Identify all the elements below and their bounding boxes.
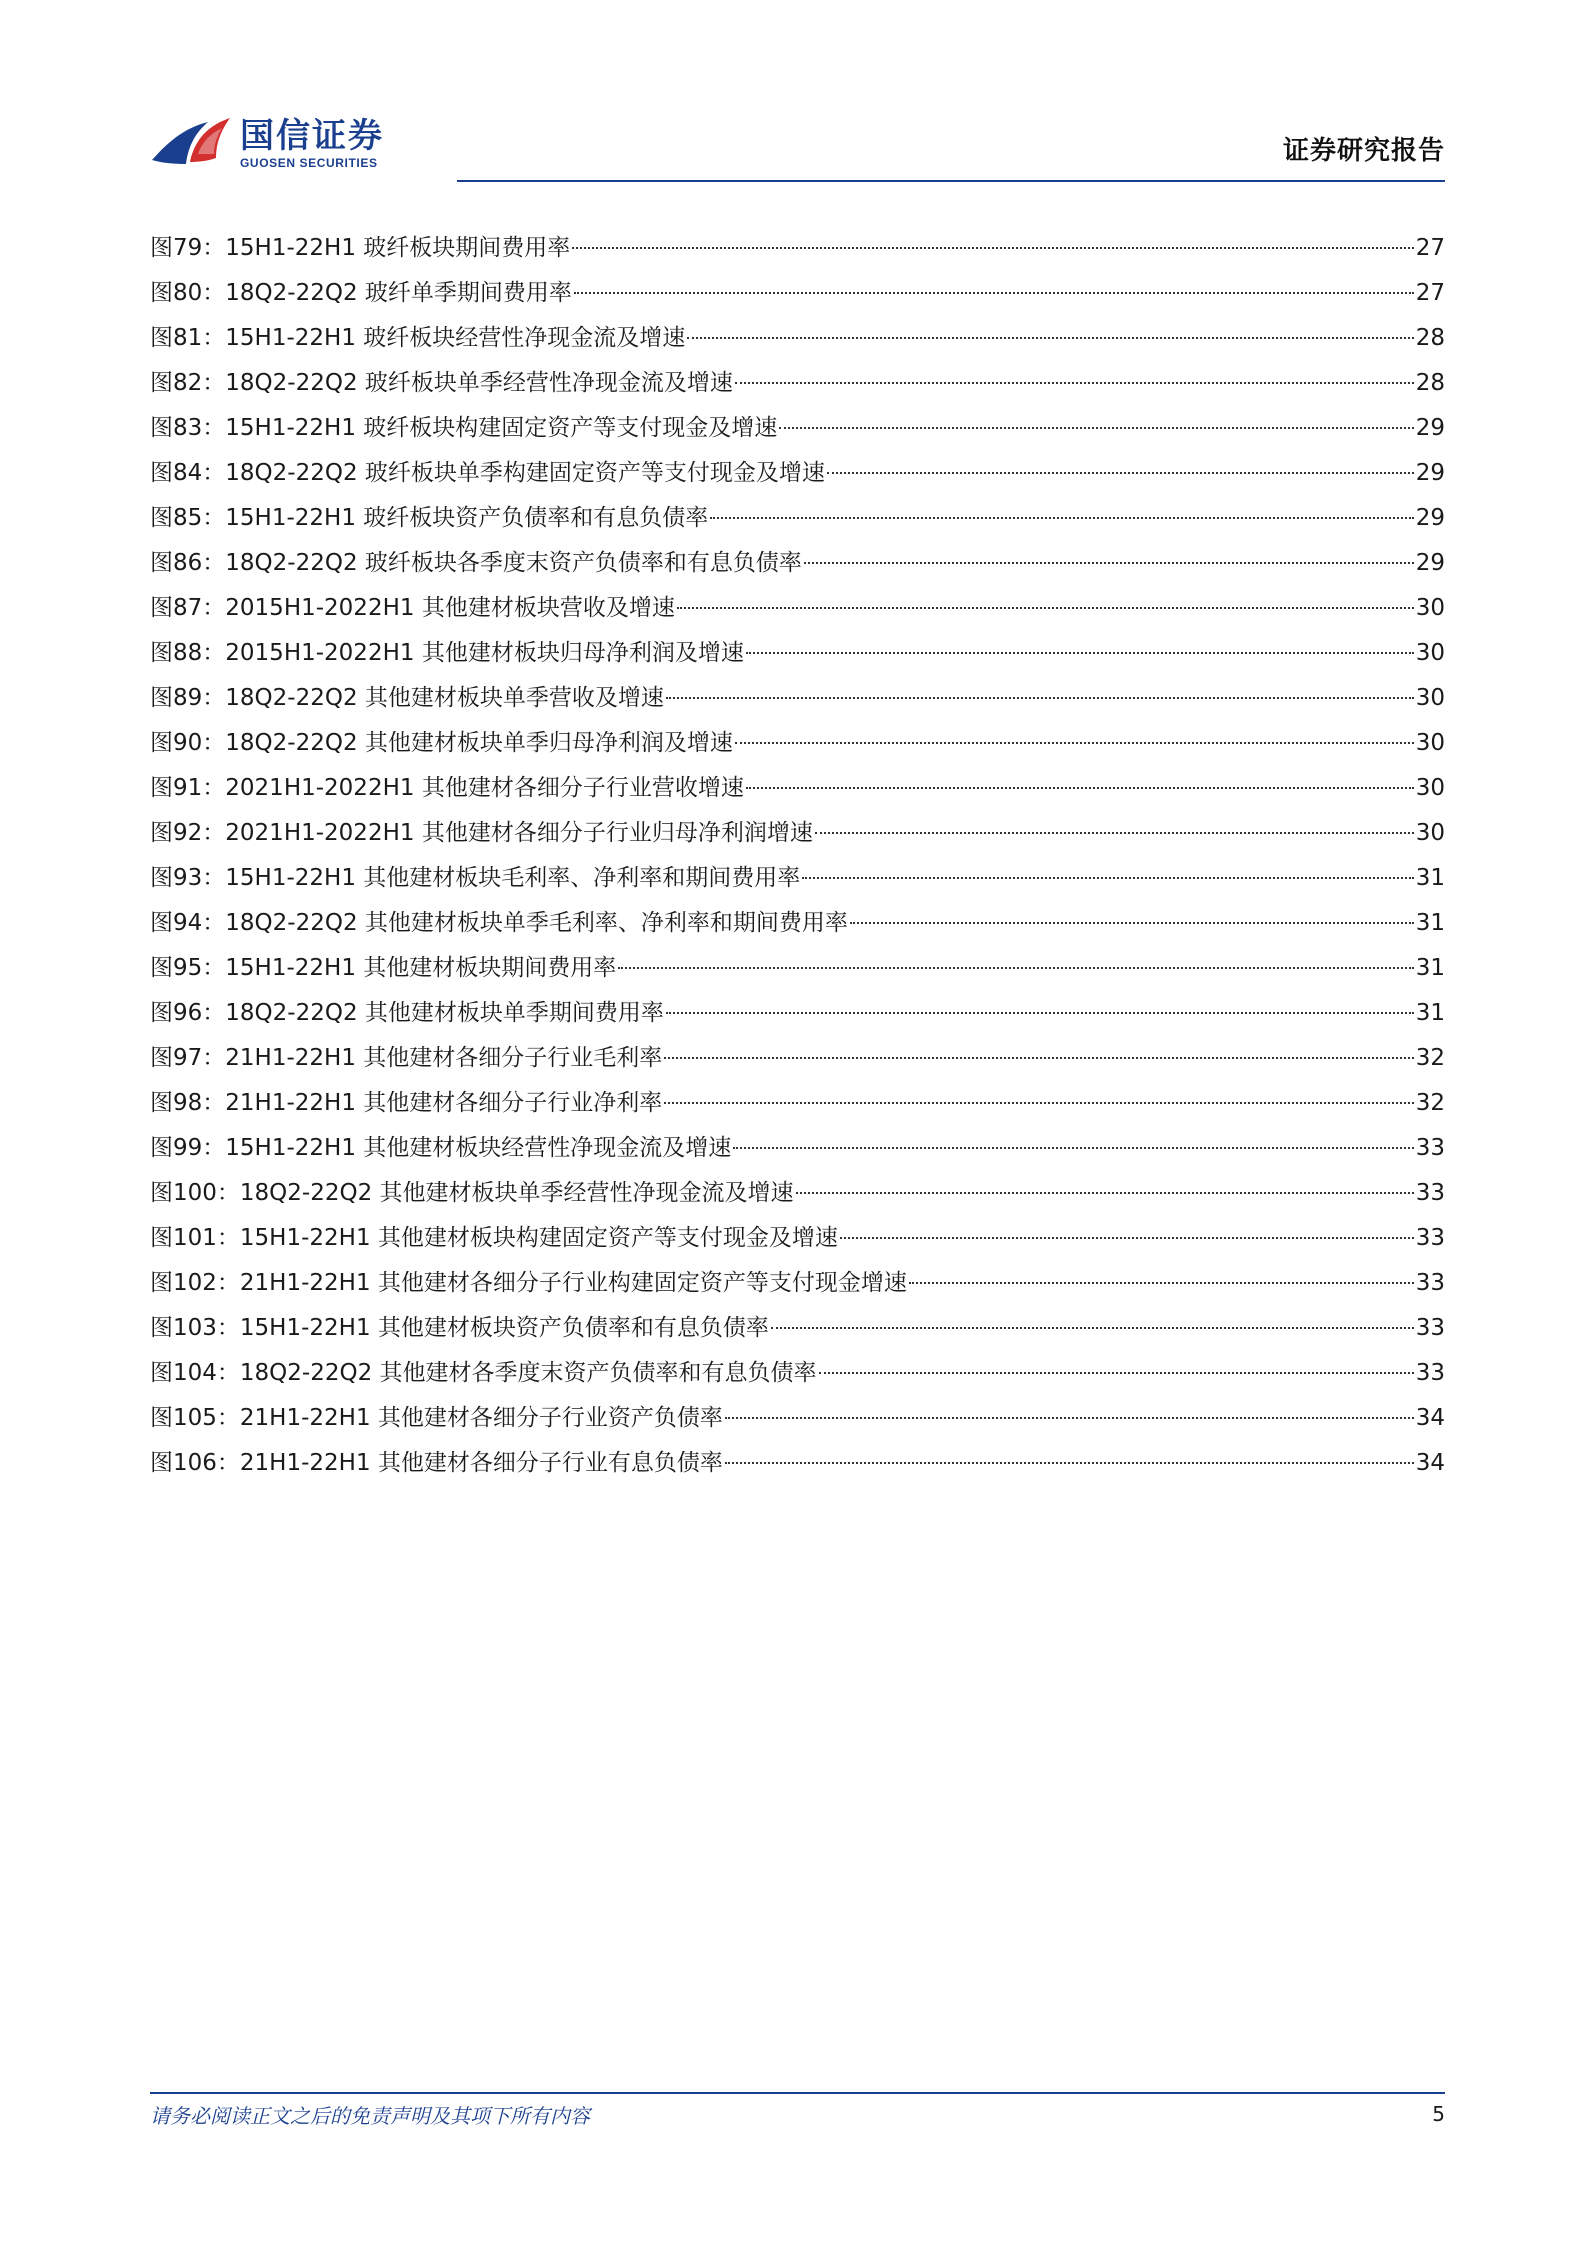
toc-entry[interactable] [150,726,1445,771]
figure-number: 图79： [150,235,226,261]
figure-page-number: 32 [1415,1090,1445,1116]
figure-page-number: 34 [1415,1405,1445,1431]
dot-leader [840,1236,1414,1239]
toc-entry[interactable] [150,456,1445,501]
figure-title: 15H1-22H1 其他建材板块期间费用率 [225,955,617,981]
dot-leader [850,921,1414,924]
figure-number: 图106： [150,1450,240,1476]
logo-chinese-name: 国信证券 [240,116,384,156]
figure-title: 18Q2-22Q2 其他建材板块单季毛利率、净利率和期间费用率 [225,910,848,936]
figure-page-number: 30 [1415,640,1445,666]
figure-page-number: 33 [1415,1180,1445,1206]
figure-number: 图81： [150,325,226,351]
dot-leader [725,1461,1414,1464]
figure-title: 21H1-22H1 其他建材各细分子行业毛利率 [225,1045,663,1071]
toc-entry[interactable] [150,1266,1445,1311]
dot-leader [815,831,1414,834]
figure-title: 15H1-22H1 玻纤板块期间费用率 [225,235,571,261]
toc-entry[interactable] [150,951,1445,996]
dot-leader [771,1326,1414,1329]
figure-page-number: 29 [1415,550,1445,576]
toc-entry[interactable] [150,546,1445,591]
figure-number: 图86： [150,550,226,576]
toc-entry[interactable] [150,996,1445,1041]
figure-page-number: 30 [1415,685,1445,711]
figure-page-number: 30 [1415,820,1445,846]
figure-title: 15H1-22H1 玻纤板块构建固定资产等支付现金及增速 [225,415,778,441]
figure-page-number: 33 [1415,1360,1445,1386]
toc-entry[interactable] [150,1086,1445,1131]
figure-title: 21H1-22H1 其他建材各细分子行业构建固定资产等支付现金增速 [239,1270,907,1296]
dot-leader [733,1146,1413,1149]
dot-leader [779,426,1413,429]
figure-page-number: 28 [1415,325,1445,351]
figure-number: 图98： [150,1090,226,1116]
toc-entry[interactable] [150,501,1445,546]
toc-entry[interactable] [150,1131,1445,1176]
figure-number: 图96： [150,1000,226,1026]
figure-page-number: 32 [1415,1045,1445,1071]
dot-leader [574,291,1414,294]
figure-title: 18Q2-22Q2 其他建材板块单季期间费用率 [225,1000,664,1026]
toc-entry[interactable] [150,636,1445,681]
dot-leader [796,1191,1414,1194]
dot-leader [618,966,1413,969]
dot-leader [664,1056,1413,1059]
figure-title: 18Q2-22Q2 其他建材各季度末资产负债率和有息负债率 [239,1360,817,1386]
dot-leader [746,651,1414,654]
figure-title: 18Q2-22Q2 玻纤板块各季度末资产负债率和有息负债率 [225,550,802,576]
toc-entry[interactable] [150,411,1445,456]
dot-leader [666,1011,1414,1014]
figure-number: 图85： [150,505,226,531]
page-number: 5 [1432,2102,1445,2126]
figure-number: 图87： [150,595,226,621]
dot-leader [677,606,1414,609]
toc-entry[interactable] [150,1401,1445,1446]
figure-title: 2021H1-2022H1 其他建材各细分子行业归母净利润增速 [225,820,813,846]
figure-page-number: 27 [1415,235,1445,261]
toc-entry[interactable] [150,816,1445,861]
figure-page-number: 28 [1415,370,1445,396]
figure-page-number: 31 [1415,865,1445,891]
figure-page-number: 33 [1415,1315,1445,1341]
figure-title: 2021H1-2022H1 其他建材各细分子行业营收增速 [225,775,744,801]
figure-title: 21H1-22H1 其他建材各细分子行业资产负债率 [239,1405,723,1431]
figure-title: 21H1-22H1 其他建材各细分子行业净利率 [225,1090,663,1116]
figure-page-number: 29 [1415,460,1445,486]
figure-number: 图101： [150,1225,240,1251]
figure-page-number: 31 [1415,910,1445,936]
guosen-logo [150,108,384,180]
figure-page-number: 27 [1415,280,1445,306]
figure-number: 图105： [150,1405,240,1431]
dot-leader [804,561,1414,564]
figure-title: 15H1-22H1 其他建材板块构建固定资产等支付现金及增速 [239,1225,838,1251]
figure-number: 图103： [150,1315,240,1341]
figure-title: 18Q2-22Q2 其他建材板块单季归母净利润及增速 [225,730,733,756]
toc-entry[interactable] [150,861,1445,906]
toc-entry[interactable] [150,1221,1445,1266]
footer-divider [150,2092,1445,2094]
figure-page-number: 33 [1415,1135,1445,1161]
figure-number: 图99： [150,1135,226,1161]
figure-page-number: 30 [1415,595,1445,621]
figure-number: 图97： [150,1045,226,1071]
figure-title: 18Q2-22Q2 其他建材板块单季经营性净现金流及增速 [239,1180,794,1206]
figure-title: 15H1-22H1 其他建材板块毛利率、净利率和期间费用率 [225,865,801,891]
figure-title: 18Q2-22Q2 玻纤单季期间费用率 [225,280,572,306]
guosen-logo-icon [150,108,234,180]
page-header [150,108,1445,188]
figure-number: 图90： [150,730,226,756]
figure-number: 图89： [150,685,226,711]
figure-title: 15H1-22H1 其他建材板块资产负债率和有息负债率 [239,1315,769,1341]
toc-entry[interactable] [150,681,1445,726]
toc-entry[interactable] [150,1041,1445,1086]
figure-page-number: 30 [1415,730,1445,756]
dot-leader [725,1416,1414,1419]
toc-entry[interactable] [150,366,1445,411]
toc-entry[interactable] [150,906,1445,951]
toc-entry[interactable] [150,771,1445,816]
dot-leader [827,471,1414,474]
figure-title: 18Q2-22Q2 玻纤板块单季经营性净现金流及增速 [225,370,733,396]
figure-number: 图88： [150,640,226,666]
figure-page-number: 29 [1415,415,1445,441]
figure-title: 15H1-22H1 其他建材板块经营性净现金流及增速 [225,1135,732,1161]
figure-page-number: 30 [1415,775,1445,801]
toc-entry[interactable] [150,321,1445,366]
figure-number: 图80： [150,280,226,306]
figure-title: 15H1-22H1 玻纤板块资产负债率和有息负债率 [225,505,709,531]
figure-title: 2015H1-2022H1 其他建材板块归母净利润及增速 [225,640,744,666]
dot-leader [909,1281,1414,1284]
figure-page-number: 34 [1415,1450,1445,1476]
figure-number: 图83： [150,415,226,441]
dot-leader [735,381,1414,384]
figure-title: 15H1-22H1 玻纤板块经营性净现金流及增速 [225,325,686,351]
figure-number: 图93： [150,865,226,891]
figure-page-number: 33 [1415,1225,1445,1251]
figure-title: 2015H1-2022H1 其他建材板块营收及增速 [225,595,675,621]
figure-page-number: 31 [1415,955,1445,981]
toc-entry[interactable] [150,1446,1445,1491]
dot-leader [735,741,1414,744]
toc-entry[interactable] [150,1176,1445,1221]
figure-page-number: 29 [1415,505,1445,531]
dot-leader [746,786,1414,789]
figure-number: 图84： [150,460,226,486]
dot-leader [666,696,1414,699]
toc-entry[interactable] [150,1356,1445,1401]
figure-page-number: 31 [1415,1000,1445,1026]
figure-number: 图82： [150,370,226,396]
figure-number: 图92： [150,820,226,846]
toc-entry[interactable] [150,591,1445,636]
footer-disclaimer: 请务必阅读正文之后的免责声明及其项下所有内容 [150,2104,590,2128]
figure-number: 图102： [150,1270,240,1296]
dot-leader [819,1371,1414,1374]
figure-index-list [150,231,1445,1491]
figure-title: 18Q2-22Q2 玻纤板块单季构建固定资产等支付现金及增速 [225,460,825,486]
dot-leader [687,336,1413,339]
figure-title: 18Q2-22Q2 其他建材板块单季营收及增速 [225,685,664,711]
dot-leader [664,1101,1413,1104]
header-divider [457,180,1445,182]
figure-number: 图94： [150,910,226,936]
report-type-label: 证券研究报告 [1282,136,1445,166]
toc-entry[interactable] [150,1311,1445,1356]
figure-number: 图100： [150,1180,240,1206]
dot-leader [572,246,1413,249]
toc-entry[interactable] [150,276,1445,321]
dot-leader [710,516,1413,519]
figure-page-number: 33 [1415,1270,1445,1296]
dot-leader [802,876,1413,879]
figure-title: 21H1-22H1 其他建材各细分子行业有息负债率 [239,1450,723,1476]
figure-number: 图91： [150,775,226,801]
logo-english-name: GUOSEN SECURITIES [240,156,378,170]
figure-number: 图95： [150,955,226,981]
figure-number: 图104： [150,1360,240,1386]
toc-entry[interactable] [150,231,1445,276]
